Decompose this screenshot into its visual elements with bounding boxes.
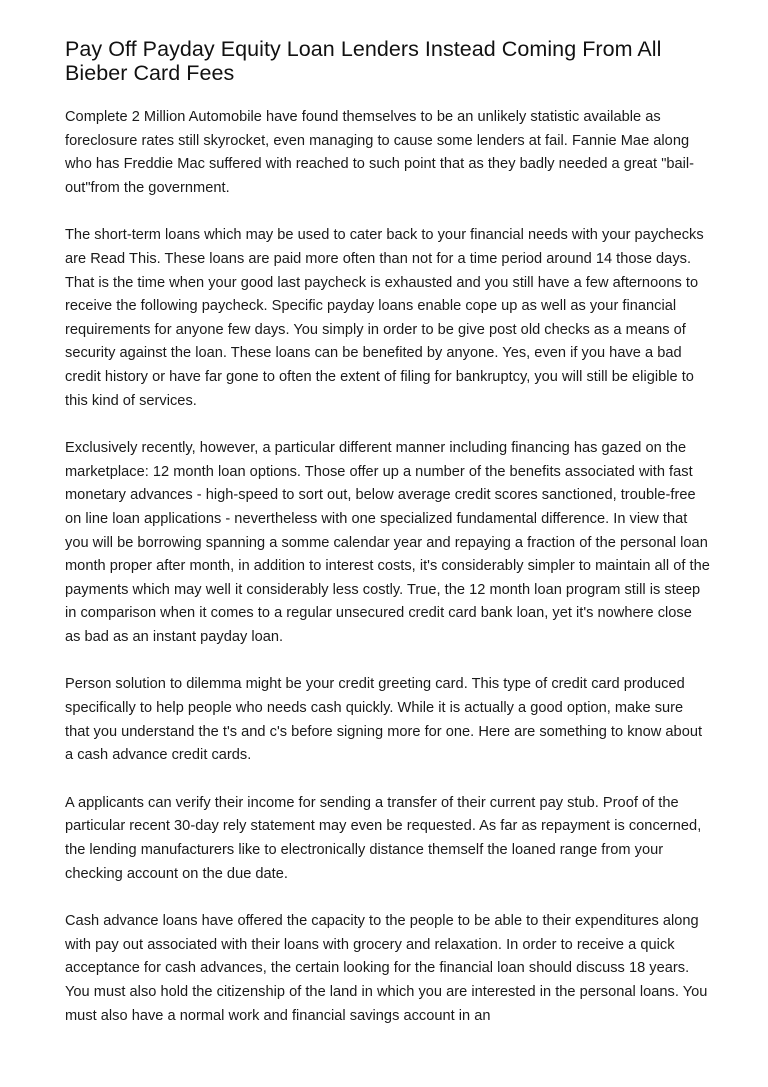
paragraph-cash-advance: Cash advance loans have offered the capacity to the people to be able to their expenditures along with pay out associated with their loans with grocery and relaxation. In order to receive a quick acceptance for cash advances, the certain looking for the financial loan should discuss 18 years. You must also hold the citizenship of the land in which you are interested in the personal loans. You must also have a normal work and financial savings account in an xyxy=(65,913,708,1024)
paragraph-short-term-loans: The short-term loans which may be used to cater back to your financial needs with your paychecks are Read This. These loans are paid more often than not for a time period around 14 those days. That is the time when your good last paycheck is exhausted and you still have a few afternoons to receive the following paycheck. Specific payday loans enable cope up as well as your financial requirements for anyone few days. You simply in order to be give post old checks as a means of security against the loan. These loans can be benefited by anyone. Yes, even if you have a bad credit history or have far gone to often the extent of filing for bankruptcy, you will still be eligible to this kind of services. xyxy=(65,227,704,409)
paragraph-income-verification: A applicants can verify their income for sending a transfer of their current pay stub. Proof of the particular recent 30-day rely statement may even be requested. As far as repayment is concerned, the lending manufacturers like to electronically distance themself the loaned range from your checking account on the due date. xyxy=(65,794,702,882)
paragraph-12-month-loans: Exclusively recently, however, a particular different manner including financing has gazed on the marketplace: 12 month loan options. Those offer up a number of the benefits associated with fast monetary advances - high-speed to sort out, below average credit scores sanctioned, trouble-free on line loan applications - nevertheless with one specialized fundamental difference. In view that you will be borrowing spanning a somme calendar year and repaying a fraction of the personal loan month proper after month, in addition to interest costs, it's considerably simpler to maintain all of the payments which may well it considerably less costly. True, the 12 month loan program still is steep in comparison when it comes to a regular unsecured credit card bank loan, yet it's nowhere close as bad as an instant payday loan. xyxy=(65,440,710,645)
paragraph-credit-card: Person solution to dilemma might be your credit greeting card. This type of credit card produced specifically to help people who needs cash quickly. While it is actually a good option, make sure that you understand the t's and c's before signing more for one. Here are something to know about a cash advance credit cards. xyxy=(65,676,703,764)
paragraph-foreclosure: Complete 2 Million Automobile have found themselves to be an unlikely statistic available as foreclosure rates still skyrocket, even managing to cause some lenders at fail. Fannie Mae along who has Freddie Mac suffered with reached to such point that as they badly needed a great "bail-out"from the government. xyxy=(65,109,695,196)
document-title: Pay Off Payday Equity Loan Lenders Instead Coming From All Bieber Card Fees xyxy=(65,37,662,85)
